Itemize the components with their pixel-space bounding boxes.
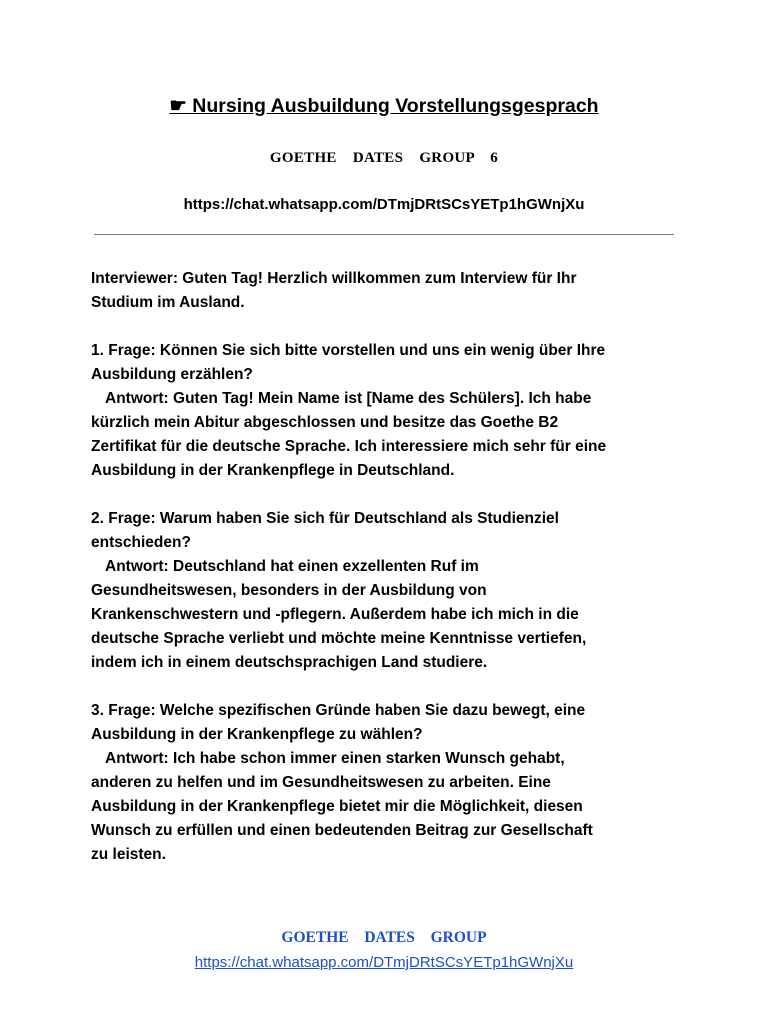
answer-line: anderen zu helfen und im Gesundheitswesen zu arbeiten. Eine <box>91 774 551 791</box>
question-3-block <box>91 699 691 867</box>
group-heading: GOETHE DATES GROUP 6 <box>269 150 499 166</box>
whatsapp-link-footer[interactable]: https://chat.whatsapp.com/DTmjDRtSCsYETp1hGWnjXu <box>194 954 574 971</box>
question-2-block <box>91 507 691 675</box>
question-1-block <box>91 339 691 483</box>
answer-line: Wunsch zu erfüllen und einen bedeutenden Beitrag zur Gesellschaft <box>91 822 593 839</box>
intro-paragraph <box>91 267 691 315</box>
interview-content <box>91 267 691 891</box>
question-line: Ausbildung in der Krankenpflege zu wählen? <box>91 726 423 743</box>
whatsapp-link-top[interactable]: https://chat.whatsapp.com/DTmjDRtSCsYETp1hGWnjXu <box>183 196 585 213</box>
answer-line: Gesundheitswesen, besonders in der Ausbildung von <box>91 582 487 599</box>
horizontal-divider <box>94 234 674 235</box>
question-line: 1. Frage: Können Sie sich bitte vorstellen und uns ein wenig über Ihre <box>91 342 606 359</box>
answer-line: kürzlich mein Abitur abgeschlossen und besitze das Goethe B2 <box>91 414 559 431</box>
text-line: Interviewer: Guten Tag! Herzlich willkommen zum Interview für Ihr <box>91 270 577 287</box>
answer-line: deutsche Sprache verliebt und möchte meine Kenntnisse vertiefen, <box>91 630 587 647</box>
document-title: ☛ Nursing Ausbuildung Vorstellungsgesprach <box>169 95 599 117</box>
answer-line: Ausbildung in der Krankenpflege in Deutschland. <box>91 462 455 479</box>
question-line: 3. Frage: Welche spezifischen Gründe haben Sie dazu bewegt, eine <box>91 702 586 719</box>
footer-group-heading[interactable]: GOETHE DATES GROUP <box>281 929 487 946</box>
answer-line: Antwort: Deutschland hat einen exzellenten Ruf im <box>105 558 479 575</box>
answer-line: Ausbildung in der Krankenpflege bietet mir die Möglichkeit, diesen <box>91 798 583 815</box>
answer-line: Antwort: Ich habe schon immer einen starken Wunsch gehabt, <box>105 750 565 767</box>
question-line: 2. Frage: Warum haben Sie sich für Deutschland als Studienziel <box>91 510 559 527</box>
answer-line: indem ich in einem deutschsprachigen Land studiere. <box>91 654 488 671</box>
question-line: Ausbildung erzählen? <box>91 366 253 383</box>
question-line: entschieden? <box>91 534 191 551</box>
text-line: Studium im Ausland. <box>91 294 245 311</box>
answer-line: Zertifikat für die deutsche Sprache. Ich interessiere mich sehr für eine <box>91 438 607 455</box>
answer-line: zu leisten. <box>91 846 166 863</box>
answer-line: Antwort: Guten Tag! Mein Name ist [Name des Schülers]. Ich habe <box>105 390 592 407</box>
answer-line: Krankenschwestern und -pflegern. Außerdem habe ich mich in die <box>91 606 579 623</box>
